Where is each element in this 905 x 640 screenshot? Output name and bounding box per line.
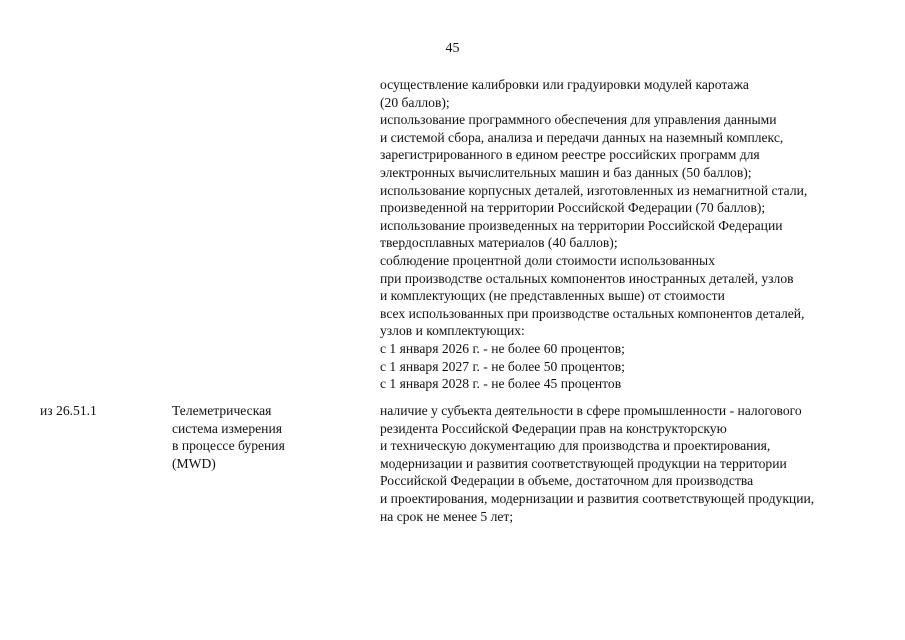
text-line: (20 баллов); [380, 94, 450, 110]
text-line: наличие у субъекта деятельности в сфере промышленности - налогового [380, 403, 802, 418]
text-line: Российской Федерации в объеме, достаточном для производства [380, 473, 754, 489]
text-line: всех использованных при производстве остальных компонентов деталей, [380, 305, 805, 321]
text-line: система измерения [172, 420, 282, 436]
text-line: (MWD) [172, 455, 216, 471]
product-name [172, 402, 285, 472]
text-line: зарегистрированного в едином реестре российских программ для [380, 147, 760, 163]
text-line: использование программного обеспечения для управления данными [380, 112, 777, 128]
continuation-requirements [380, 76, 807, 393]
text-line: электронных вычислительных машин и баз данных (50 баллов); [380, 164, 752, 180]
text-line: при производстве остальных компонентов иностранных деталей, узлов [380, 270, 794, 286]
text-line: с 1 января 2028 г. - не более 45 процентов [380, 376, 622, 392]
product-requirements [380, 402, 814, 525]
text-line: произведенной на территории Российской Федерации (70 баллов); [380, 200, 766, 216]
text-line: на срок не менее 5 лет; [380, 508, 514, 524]
text-line: в процессе бурения [172, 438, 285, 454]
text-line: использование корпусных деталей, изготовленных из немагнитной стали, [380, 182, 808, 198]
text-line: соблюдение процентной доли стоимости использованных [380, 252, 715, 268]
text-line: и системой сбора, анализа и передачи данных на наземный комплекс, [380, 129, 784, 145]
text-line: узлов и комплектующих: [380, 323, 525, 339]
text-line: твердосплавных материалов (40 баллов); [380, 235, 618, 251]
text-line: и комплектующих (не представленных выше) от стоимости [380, 288, 725, 304]
text-line: модернизации и развития соответствующей продукции на территории [380, 455, 787, 471]
text-line: резидента Российской Федерации прав на конструкторскую [380, 420, 727, 436]
text-line: использование произведенных на территории Российской Федерации [380, 217, 783, 233]
text-line: осуществление калибровки или градуировки модулей каротажа [380, 77, 749, 92]
text-line: и проектирования, модернизации и развития соответствующей продукции, [380, 490, 815, 506]
text-line: и техническую документацию для производства и проектирования, [380, 438, 771, 454]
product-code: из 26.51.1 [40, 403, 97, 418]
text-line: с 1 января 2027 г. - не более 50 процентов; [380, 358, 625, 374]
text-line: с 1 января 2026 г. - не более 60 процентов; [380, 340, 625, 356]
page-number: 45 [445, 41, 460, 56]
text-line: Телеметрическая [172, 403, 272, 418]
